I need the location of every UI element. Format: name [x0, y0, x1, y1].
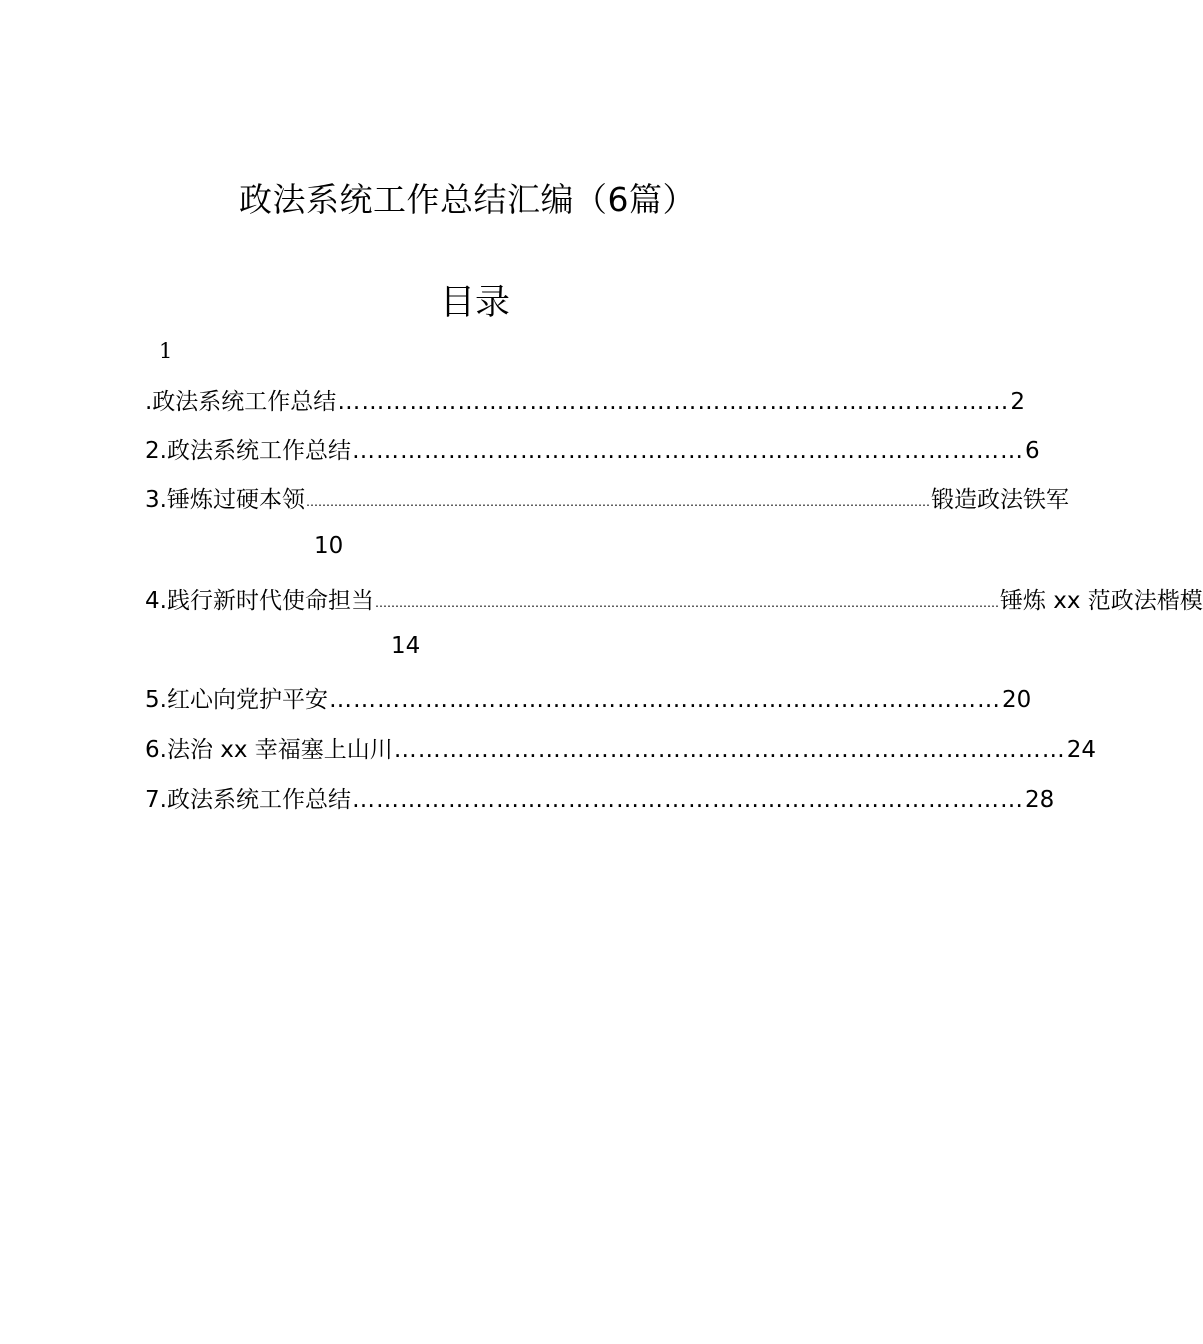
toc-entry-label: 2.政法系统工作总结	[145, 438, 351, 464]
dot-leader: …………………………………………………………………………………………………………………………………………	[305, 495, 930, 509]
dot-leader: …………………………………………………………………………	[328, 687, 1001, 713]
toc-entry-label: 7.政法系统工作总结	[145, 787, 351, 813]
dot-leader: …………………………………………………………………………………………………………………………………………	[374, 596, 999, 610]
toc-entry-6[interactable]	[145, 731, 1097, 765]
toc-entry-page[interactable]: 14	[391, 633, 421, 659]
toc-entry-page: 28	[1024, 787, 1055, 813]
toc-entry-page: 2	[1010, 389, 1025, 415]
dot-leader: …………………………………………………………………………	[351, 787, 1024, 813]
dot-leader: …………………………………………………………………………	[337, 389, 1010, 415]
toc-heading: 目录	[439, 283, 510, 323]
toc-entry-page: 24	[1066, 737, 1097, 763]
toc-entry-label: 6.法治 xx 幸福塞上山川	[145, 737, 393, 763]
toc-entry-5[interactable]	[145, 681, 1032, 715]
toc-entry-4[interactable]	[145, 582, 1203, 616]
toc-entry-1[interactable]	[145, 383, 1025, 417]
toc-entry-page: 20	[1001, 687, 1032, 713]
toc-entry-7[interactable]	[145, 781, 1055, 815]
toc-entry-page: 6	[1024, 438, 1040, 464]
toc-entry-label: 4.践行新时代使命担当	[145, 588, 374, 614]
dot-leader: …………………………………………………………………………	[393, 737, 1066, 763]
toc-stray-number: 1	[159, 339, 173, 363]
toc-entry-label: .政法系统工作总结	[145, 389, 337, 415]
toc-entry-label: 5.红心向党护平安	[145, 687, 328, 713]
document-title: 政法系统工作总结汇编（6篇）	[239, 180, 696, 219]
toc-entry-label-continued: 锤炼 xx 范政法楷模	[999, 588, 1203, 614]
toc-entry-page[interactable]: 10	[314, 533, 344, 559]
toc-entry-label-continued: 锻造政法铁军	[930, 487, 1069, 513]
toc-entry-label: 3.锤炼过硬本领	[145, 487, 305, 513]
toc-entry-3[interactable]	[145, 481, 1069, 515]
toc-entry-2[interactable]	[145, 432, 1040, 466]
dot-leader: …………………………………………………………………………	[351, 438, 1024, 464]
